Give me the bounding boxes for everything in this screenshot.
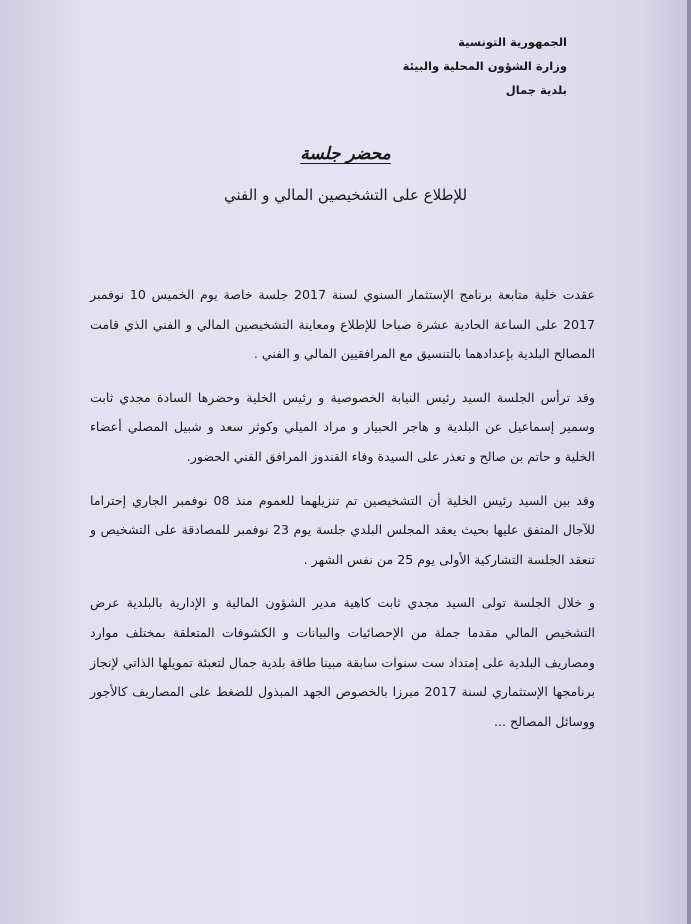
letterhead-municipality: بلدية جمال <box>505 83 567 97</box>
page-edge-shadow <box>687 0 691 924</box>
paragraph-1: عقدت خلية متابعة برنامج الإستثمار السنوي لسنة 2017 جلسة خاصة يوم الخميس 10 نوفمبر 2017 على الساعة الحادية عشرة صباحا للإطلاع ومعاينة التشخيصين المالي و الفني الذي قامت المصالح البلدية بإعدادهما بالتنسيق مع المرافقيين المالي و الفني . <box>90 287 595 362</box>
letterhead <box>327 30 567 102</box>
document-body <box>90 280 595 750</box>
document-title: محضر جلسة <box>300 144 391 164</box>
letterhead-ministry: وزارة الشؤون المحلية والبيئة <box>402 59 567 73</box>
paragraph-2: وقد ترأس الجلسة السيد رئيس النيابة الخصوصية و رئيس الخلية وحضرها السادة مجدي ثابت وسمير إسماعيل عن البلدية و هاجر الحبيار و مراد الميلي وكوثر سعد و شبيل المصلي أعضاء الخلية و حاتم بن صالح و تعذر على السيدة وفاء القندوز المرافق الفني الحضور. <box>90 389 595 464</box>
letterhead-republic: الجمهورية التونسية <box>458 35 567 49</box>
paragraph-3: وقد بين السيد رئيس الخلية أن التشخيصين تم تنزيلهما للعموم منذ 08 نوفمبر الجاري إحتراما للآجال المتفق عليها بحيث يعقد المجلس البلدي جلسة يوم 23 نوفمبر للمصادقة على التشخيص و تنعقد الجلسة التشاركية الأولى يوم 25 من نفس الشهر . <box>90 492 595 567</box>
document-title-wrap <box>0 144 691 164</box>
document-subtitle: للإطلاع على التشخيصين المالي و الفني <box>223 186 468 204</box>
paragraph-4: و خلال الجلسة تولى السيد مجدي ثابت كاهية مدير الشؤون المالية و الإدارية بالبلدية عرض التشخيص المالي مقدما جملة من الإحصائيات والبيانات و الكشوفات المتعلقة بمختلف موارد ومصاريف البلدية على إمتداد ست سنوات سابقة مبينا طاقة بلدية جمال لتعبئة تمويلها الذاتي لإنجاز برنامجها الإستثماري لسنة 2017 مبرزا بالخصوص الجهد المبذول للضغط على المصاريف كالأجور ووسائل المصالح ... <box>90 595 595 729</box>
